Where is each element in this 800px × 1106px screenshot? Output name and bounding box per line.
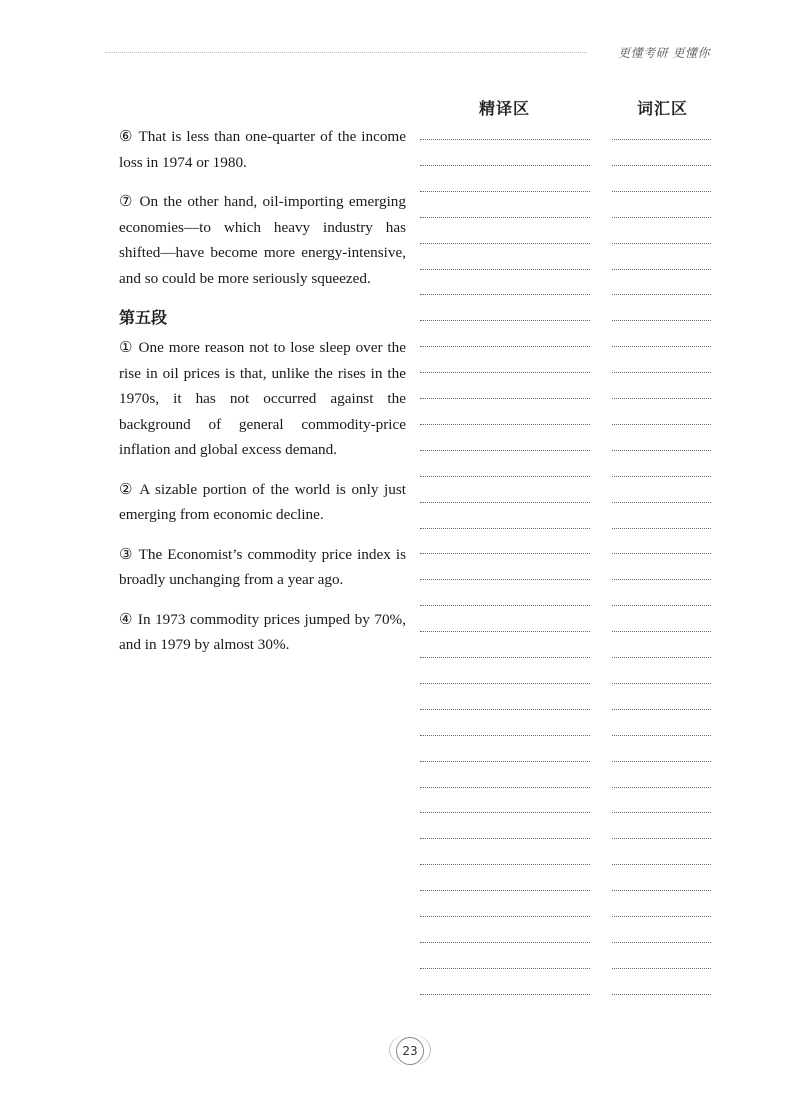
dotted-writing-line (420, 191, 590, 192)
dotted-writing-line (420, 269, 590, 270)
dotted-writing-line (420, 916, 590, 917)
paragraph-sentence-6: ⑥ That is less than one-quarter of the income loss in 1974 or 1980. (119, 128, 406, 171)
translation-column-title: 精译区 (479, 99, 531, 118)
dotted-writing-line (612, 812, 711, 813)
dotted-writing-line (612, 709, 711, 710)
dotted-writing-line (612, 476, 711, 477)
dotted-writing-line (612, 683, 711, 684)
dotted-writing-line (420, 528, 590, 529)
dotted-writing-line (612, 579, 711, 580)
header-slogan: 更懂考研 更懂你 (618, 46, 710, 60)
dotted-writing-line (612, 735, 711, 736)
passage-text-column (119, 124, 406, 672)
dotted-writing-line (420, 294, 590, 295)
dotted-writing-line (420, 787, 590, 788)
dotted-writing-line (612, 631, 711, 632)
dotted-writing-line (612, 217, 711, 218)
dotted-writing-line (612, 346, 711, 347)
dotted-writing-line (612, 398, 711, 399)
dotted-writing-line (420, 346, 590, 347)
dotted-writing-line (612, 191, 711, 192)
dotted-writing-line (612, 294, 711, 295)
dotted-writing-line (420, 812, 590, 813)
section-heading: 第五段 (119, 308, 168, 327)
section5-sentence-2: ② A sizable portion of the world is only just emerging from economic decline. (119, 480, 406, 523)
dotted-writing-line (420, 424, 590, 425)
dotted-writing-line (612, 372, 711, 373)
dotted-writing-line (420, 476, 590, 477)
dotted-writing-line (420, 372, 590, 373)
dotted-writing-line (420, 320, 590, 321)
section5-sentence-3: ③ The Economist’s commodity price index is broadly unchanging from a year ago. (119, 545, 406, 588)
dotted-writing-line (612, 269, 711, 270)
dotted-writing-line (420, 631, 590, 632)
vocab-writing-area[interactable] (612, 139, 711, 1009)
dotted-writing-line (612, 450, 711, 451)
page-number: 23 (396, 1037, 424, 1065)
dotted-writing-line (420, 838, 590, 839)
dotted-writing-line (420, 553, 590, 554)
dotted-writing-line (420, 657, 590, 658)
dotted-writing-line (612, 605, 711, 606)
section5-sentence-4: ④ In 1973 commodity prices jumped by 70%, and in 1979 by almost 30%. (119, 610, 406, 653)
dotted-writing-line (612, 320, 711, 321)
dotted-writing-line (420, 942, 590, 943)
dotted-writing-line (420, 450, 590, 451)
dotted-writing-line (420, 968, 590, 969)
header-divider (105, 52, 587, 53)
dotted-writing-line (420, 217, 590, 218)
dotted-writing-line (612, 657, 711, 658)
dotted-writing-line (420, 994, 590, 995)
vocab-column-title: 词汇区 (637, 99, 689, 118)
dotted-writing-line (612, 864, 711, 865)
dotted-writing-line (612, 787, 711, 788)
dotted-writing-line (612, 916, 711, 917)
dotted-writing-line (420, 398, 590, 399)
dotted-writing-line (420, 243, 590, 244)
dotted-writing-line (420, 864, 590, 865)
dotted-writing-line (420, 139, 590, 140)
dotted-writing-line (612, 994, 711, 995)
translation-writing-area[interactable] (420, 139, 590, 1009)
dotted-writing-line (612, 165, 711, 166)
dotted-writing-line (612, 502, 711, 503)
dotted-writing-line (420, 683, 590, 684)
dotted-writing-line (612, 761, 711, 762)
dotted-writing-line (420, 761, 590, 762)
section5-sentence-1: ① One more reason not to lose sleep over the rise in oil prices is that, unlike the rises in the 1970s, it has not occurred against the background of general commodity-price inflation and global excess demand. (119, 339, 406, 458)
dotted-writing-line (420, 579, 590, 580)
dotted-writing-line (612, 890, 711, 891)
dotted-writing-line (420, 165, 590, 166)
dotted-writing-line (612, 528, 711, 529)
dotted-writing-line (612, 424, 711, 425)
dotted-writing-line (612, 243, 711, 244)
dotted-writing-line (612, 838, 711, 839)
dotted-writing-line (612, 139, 711, 140)
dotted-writing-line (420, 709, 590, 710)
dotted-writing-line (612, 968, 711, 969)
paragraph-sentence-7: ⑦ On the other hand, oil-importing emerging economies—to which heavy industry has shifted—have become more energy-intensive, and so could be more seriously squeezed. (119, 193, 406, 287)
dotted-writing-line (420, 502, 590, 503)
dotted-writing-line (420, 735, 590, 736)
dotted-writing-line (612, 553, 711, 554)
dotted-writing-line (420, 890, 590, 891)
dotted-writing-line (420, 605, 590, 606)
dotted-writing-line (612, 942, 711, 943)
